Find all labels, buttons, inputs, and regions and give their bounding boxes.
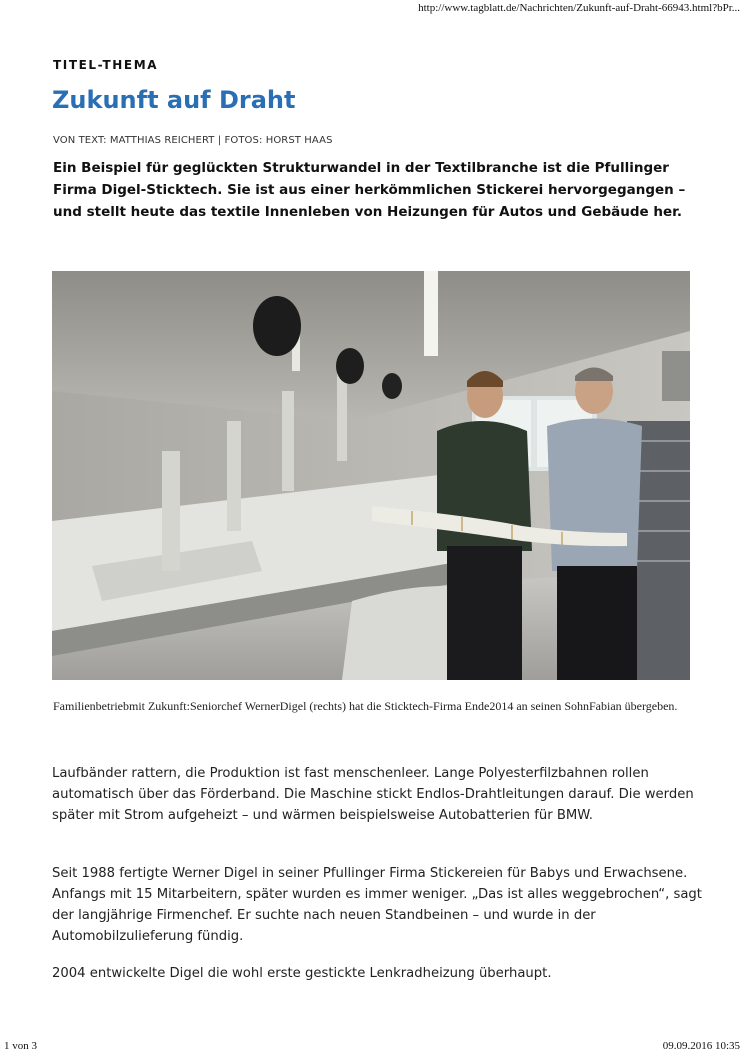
article-photo bbox=[52, 271, 690, 680]
article-byline: VON TEXT: MATTHIAS REICHERT | FOTOS: HORST HAAS bbox=[53, 135, 333, 146]
article-headline: Zukunft auf Draht bbox=[52, 86, 296, 114]
print-url: http://www.tagblatt.de/Nachrichten/Zukunft-auf-Draht-66943.html?bPr... bbox=[418, 2, 740, 14]
article-paragraph: Seit 1988 fertigte Werner Digel in seiner Pfullinger Firma Stickereien für Babys und Erwachsene. Anfangs mit 15 Mitarbeitern, später wurden es immer weniger. „Das ist alles weggebrochen“, sagt der langjährige Firmenchef. Er suchte nach neuen Standbeinen – und wurde in der Automobilzulieferung fündig. bbox=[52, 866, 702, 944]
photo-caption: Familienbetriebmit Zukunft:Seniorchef WernerDigel (rechts) hat die Sticktech-Firma Ende2014 an seinen SohnFabian übergeben. bbox=[53, 699, 678, 713]
factory-photo-illustration bbox=[52, 271, 690, 680]
article-paragraph: Laufbänder rattern, die Produktion ist fast menschenleer. Lange Polyesterfilzbahnen rollen automatisch über das Förderband. Die Maschine stickt Endlos-Drahtleitungen darauf. Die werden später mit Strom aufgeheizt – und wärmen beispielsweise Autobatterien für BMW. bbox=[52, 766, 694, 823]
print-page-number: 1 von 3 bbox=[4, 1040, 37, 1052]
print-datetime: 09.09.2016 10:35 bbox=[662, 1040, 740, 1052]
article-paragraph: 2004 entwickelte Digel die wohl erste gestickte Lenkradheizung überhaupt. bbox=[52, 966, 552, 981]
article-lead: Ein Beispiel für geglückten Strukturwandel in der Textilbranche ist die Pfullinger Firma Digel-Sticktech. Sie ist aus einer herkömmlichen Stickerei hervorgegangen – und stellt heute das textile Innenleben von Heizungen für Autos und Gebäude her. bbox=[53, 160, 686, 220]
article-kicker: TITEL-THEMA bbox=[53, 58, 159, 72]
